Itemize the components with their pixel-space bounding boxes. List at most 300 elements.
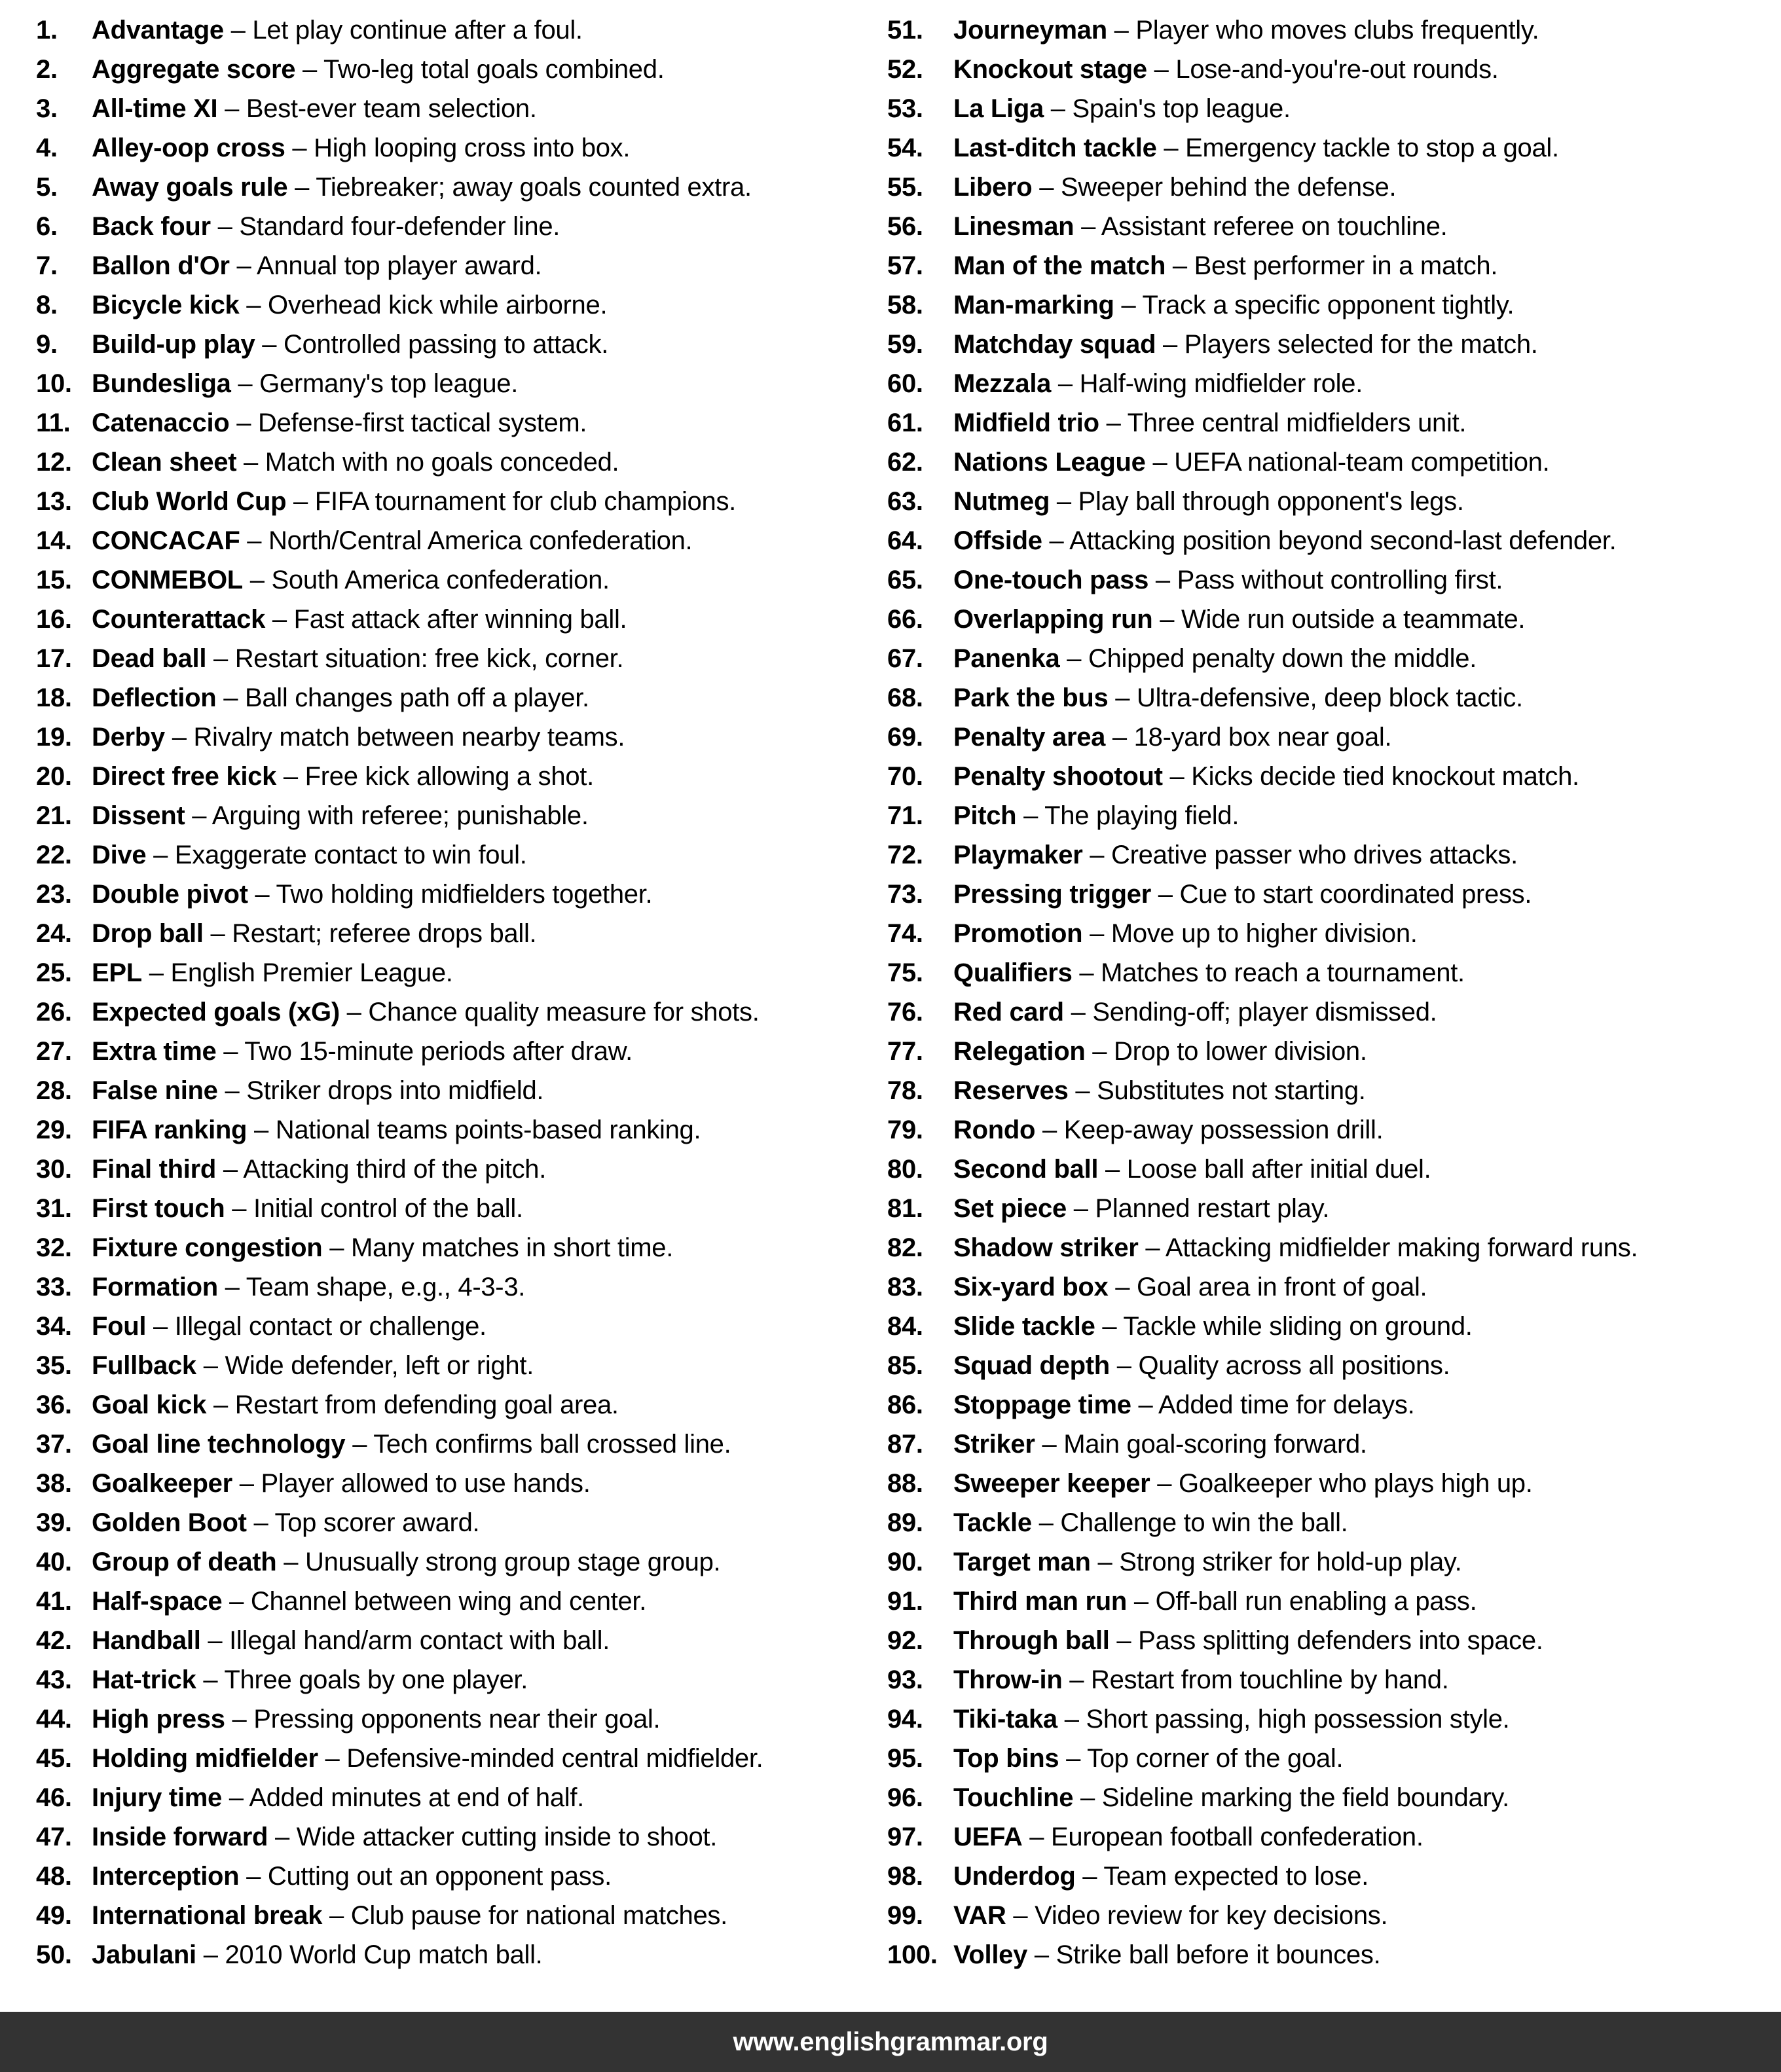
item-text: Penalty area – 18-yard box near goal. xyxy=(953,722,1392,752)
item-number: 58. xyxy=(887,290,923,319)
item-number: 90. xyxy=(887,1547,923,1576)
item-term: Squad depth xyxy=(953,1351,1110,1380)
item-text: Drop ball – Restart; referee drops ball. xyxy=(92,918,537,948)
list-item xyxy=(887,1110,1774,1150)
item-number: 63. xyxy=(887,486,923,516)
list-item xyxy=(887,678,1774,718)
item-text: Playmaker – Creative passer who drives attacks. xyxy=(953,840,1518,869)
item-text: Top bins – Top corner of the goal. xyxy=(953,1743,1344,1773)
item-text: Second ball – Loose ball after initial duel. xyxy=(953,1154,1431,1184)
list-item xyxy=(887,246,1774,285)
item-term: Underdog xyxy=(953,1861,1076,1891)
list-item xyxy=(36,1817,887,1857)
list-item xyxy=(887,1267,1774,1307)
item-term: Through ball xyxy=(953,1626,1110,1655)
item-text: Volley – Strike ball before it bounces. xyxy=(953,1940,1381,1969)
item-text: Interception – Cutting out an opponent pass. xyxy=(92,1861,612,1891)
item-term: VAR xyxy=(953,1900,1006,1930)
item-text: Linesman – Assistant referee on touchline. xyxy=(953,211,1448,241)
list-item xyxy=(887,364,1774,403)
item-text: Libero – Sweeper behind the defense. xyxy=(953,172,1397,202)
item-text: Offside – Attacking position beyond second-last defender. xyxy=(953,526,1617,555)
list-item xyxy=(36,718,887,757)
item-number: 29. xyxy=(36,1115,72,1144)
item-number: 43. xyxy=(36,1665,72,1694)
list-item xyxy=(887,1228,1774,1267)
item-term: Final third xyxy=(92,1154,217,1184)
item-text: Injury time – Added minutes at end of half. xyxy=(92,1783,584,1812)
item-text: Fullback – Wide defender, left or right. xyxy=(92,1351,534,1380)
item-number: 35. xyxy=(36,1351,72,1380)
item-text: First touch – Initial control of the ball. xyxy=(92,1193,523,1223)
terms-column-right xyxy=(887,10,1774,1974)
item-text: Goalkeeper – Player allowed to use hands. xyxy=(92,1468,591,1498)
item-text: Reserves – Substitutes not starting. xyxy=(953,1076,1366,1105)
item-text: Double pivot – Two holding midfielders together. xyxy=(92,879,653,909)
item-number: 51. xyxy=(887,15,923,45)
item-text: Journeyman – Player who moves clubs frequently. xyxy=(953,15,1539,45)
item-number: 62. xyxy=(887,447,923,477)
item-number: 15. xyxy=(36,565,72,594)
item-term: Away goals rule xyxy=(92,172,288,202)
list-item xyxy=(36,1542,887,1582)
list-item xyxy=(36,128,887,168)
item-text: All-time XI – Best-ever team selection. xyxy=(92,94,537,123)
item-text: Club World Cup – FIFA tournament for club champions. xyxy=(92,486,736,516)
item-term: Relegation xyxy=(953,1036,1086,1066)
item-number: 8. xyxy=(36,290,58,319)
list-item xyxy=(887,285,1774,325)
item-number: 27. xyxy=(36,1036,72,1066)
list-item xyxy=(887,1346,1774,1385)
item-term: Set piece xyxy=(953,1193,1067,1223)
item-term: Volley xyxy=(953,1940,1028,1969)
item-term: Touchline xyxy=(953,1783,1074,1812)
list-item xyxy=(887,1739,1774,1778)
item-term: Slide tackle xyxy=(953,1311,1095,1341)
item-text: Bicycle kick – Overhead kick while airborne. xyxy=(92,290,608,319)
list-item xyxy=(36,1582,887,1621)
item-term: Third man run xyxy=(953,1586,1127,1616)
item-number: 21. xyxy=(36,801,72,830)
item-number: 9. xyxy=(36,329,58,359)
item-text: Last-ditch tackle – Emergency tackle to stop a goal. xyxy=(953,133,1559,162)
item-number: 38. xyxy=(36,1468,72,1498)
list-item xyxy=(887,718,1774,757)
list-item xyxy=(36,246,887,285)
list-item xyxy=(36,89,887,128)
item-term: Promotion xyxy=(953,918,1083,948)
item-number: 88. xyxy=(887,1468,923,1498)
item-number: 59. xyxy=(887,329,923,359)
item-term: Knockout stage xyxy=(953,54,1147,84)
item-term: Ballon d'Or xyxy=(92,251,230,280)
item-term: Panenka xyxy=(953,644,1060,673)
item-term: Hat-trick xyxy=(92,1665,196,1694)
item-term: Goal line technology xyxy=(92,1429,346,1459)
item-number: 6. xyxy=(36,211,58,241)
item-number: 93. xyxy=(887,1665,923,1694)
item-text: Foul – Illegal contact or challenge. xyxy=(92,1311,487,1341)
item-term: Dead ball xyxy=(92,644,207,673)
item-term: Sweeper keeper xyxy=(953,1468,1150,1498)
item-term: Nations League xyxy=(953,447,1146,477)
item-term: Qualifiers xyxy=(953,958,1073,987)
item-text: Formation – Team shape, e.g., 4-3-3. xyxy=(92,1272,526,1301)
list-item xyxy=(887,50,1774,89)
item-number: 92. xyxy=(887,1626,923,1655)
item-term: Foul xyxy=(92,1311,147,1341)
item-number: 25. xyxy=(36,958,72,987)
item-text: Squad depth – Quality across all positions. xyxy=(953,1351,1450,1380)
list-item xyxy=(887,1896,1774,1935)
item-term: Injury time xyxy=(92,1783,222,1812)
item-text: Group of death – Unusually strong group stage group. xyxy=(92,1547,721,1576)
item-text: Touchline – Sideline marking the field boundary. xyxy=(953,1783,1509,1812)
item-term: Fullback xyxy=(92,1351,196,1380)
list-item xyxy=(887,1307,1774,1346)
item-text: Pressing trigger – Cue to start coordinated press. xyxy=(953,879,1532,909)
list-item xyxy=(887,1778,1774,1817)
item-number: 79. xyxy=(887,1115,923,1144)
item-number: 36. xyxy=(36,1390,72,1419)
item-text: One-touch pass – Pass without controlling first. xyxy=(953,565,1503,594)
item-number: 55. xyxy=(887,172,923,202)
list-item xyxy=(36,796,887,835)
item-term: Stoppage time xyxy=(953,1390,1131,1419)
item-number: 47. xyxy=(36,1822,72,1851)
item-number: 53. xyxy=(887,94,923,123)
item-term: High press xyxy=(92,1704,225,1734)
item-text: Alley-oop cross – High looping cross into box. xyxy=(92,133,631,162)
item-number: 87. xyxy=(887,1429,923,1459)
list-item xyxy=(887,128,1774,168)
list-item xyxy=(887,1582,1774,1621)
item-term: Bicycle kick xyxy=(92,290,240,319)
list-item xyxy=(36,1071,887,1110)
item-term: False nine xyxy=(92,1076,218,1105)
item-text: Holding midfielder – Defensive-minded central midfielder. xyxy=(92,1743,763,1773)
item-number: 48. xyxy=(36,1861,72,1891)
item-text: Ballon d'Or – Annual top player award. xyxy=(92,251,542,280)
item-term: Clean sheet xyxy=(92,447,237,477)
item-text: Dead ball – Restart situation: free kick, corner. xyxy=(92,644,624,673)
item-term: Dissent xyxy=(92,801,185,830)
list-item xyxy=(887,1189,1774,1228)
item-term: Pitch xyxy=(953,801,1017,830)
item-number: 10. xyxy=(36,369,72,398)
list-item xyxy=(36,1032,887,1071)
list-item xyxy=(887,1542,1774,1582)
item-text: Away goals rule – Tiebreaker; away goals counted extra. xyxy=(92,172,752,202)
item-term: Inside forward xyxy=(92,1822,268,1851)
item-term: Journeyman xyxy=(953,15,1107,45)
list-item xyxy=(36,639,887,678)
item-term: FIFA ranking xyxy=(92,1115,248,1144)
item-text: Dissent – Arguing with referee; punishable. xyxy=(92,801,589,830)
item-text: Midfield trio – Three central midfielders unit. xyxy=(953,408,1467,437)
item-text: Six-yard box – Goal area in front of goal. xyxy=(953,1272,1427,1301)
list-item xyxy=(36,600,887,639)
list-item xyxy=(887,1464,1774,1503)
item-number: 4. xyxy=(36,133,58,162)
item-term: Overlapping run xyxy=(953,604,1153,634)
item-text: Deflection – Ball changes path off a player. xyxy=(92,683,589,712)
item-number: 74. xyxy=(887,918,923,948)
item-text: Direct free kick – Free kick allowing a shot. xyxy=(92,761,594,791)
list-item xyxy=(36,1110,887,1150)
list-item xyxy=(887,1071,1774,1110)
list-item xyxy=(36,1228,887,1267)
item-number: 40. xyxy=(36,1547,72,1576)
item-term: Goalkeeper xyxy=(92,1468,232,1498)
list-item xyxy=(36,875,887,914)
item-number: 60. xyxy=(887,369,923,398)
item-number: 98. xyxy=(887,1861,923,1891)
item-number: 20. xyxy=(36,761,72,791)
list-item xyxy=(887,168,1774,207)
item-text: UEFA – European football confederation. xyxy=(953,1822,1423,1851)
item-text: Hat-trick – Three goals by one player. xyxy=(92,1665,528,1694)
item-text: Back four – Standard four-defender line. xyxy=(92,211,560,241)
item-number: 77. xyxy=(887,1036,923,1066)
item-text: Clean sheet – Match with no goals conceded. xyxy=(92,447,619,477)
item-number: 84. xyxy=(887,1311,923,1341)
list-item xyxy=(887,600,1774,639)
item-text: Striker – Main goal-scoring forward. xyxy=(953,1429,1367,1459)
list-item xyxy=(887,875,1774,914)
list-item xyxy=(36,757,887,796)
item-text: Third man run – Off-ball run enabling a pass. xyxy=(953,1586,1477,1616)
item-term: Expected goals (xG) xyxy=(92,997,340,1027)
list-item xyxy=(36,50,887,89)
item-number: 11. xyxy=(36,408,71,437)
list-item xyxy=(36,560,887,600)
item-text: Qualifiers – Matches to reach a tournament. xyxy=(953,958,1465,987)
item-term: Advantage xyxy=(92,15,224,45)
item-text: Golden Boot – Top scorer award. xyxy=(92,1508,480,1537)
item-term: Extra time xyxy=(92,1036,217,1066)
item-term: First touch xyxy=(92,1193,225,1223)
list-item xyxy=(36,403,887,443)
list-item xyxy=(36,1346,887,1385)
item-term: Derby xyxy=(92,722,165,752)
list-item xyxy=(36,1621,887,1660)
list-item xyxy=(36,1385,887,1425)
list-item xyxy=(36,914,887,953)
item-term: Last-ditch tackle xyxy=(953,133,1157,162)
item-number: 50. xyxy=(36,1940,72,1969)
item-number: 23. xyxy=(36,879,72,909)
item-text: International break – Club pause for national matches. xyxy=(92,1900,727,1930)
item-term: Catenaccio xyxy=(92,408,230,437)
item-term: UEFA xyxy=(953,1822,1023,1851)
item-number: 12. xyxy=(36,447,72,477)
item-text: Advantage – Let play continue after a foul. xyxy=(92,15,583,45)
item-text: Penalty shootout – Kicks decide tied knockout match. xyxy=(953,761,1579,791)
item-term: Penalty area xyxy=(953,722,1106,752)
footer-bar xyxy=(0,2012,1781,2072)
list-item xyxy=(887,443,1774,482)
item-number: 18. xyxy=(36,683,72,712)
list-item xyxy=(887,992,1774,1032)
list-item xyxy=(887,403,1774,443)
item-number: 80. xyxy=(887,1154,923,1184)
item-number: 91. xyxy=(887,1586,923,1616)
list-item xyxy=(36,1660,887,1699)
item-number: 56. xyxy=(887,211,923,241)
item-number: 76. xyxy=(887,997,923,1027)
item-number: 86. xyxy=(887,1390,923,1419)
list-item xyxy=(36,678,887,718)
item-term: Pressing trigger xyxy=(953,879,1151,909)
item-text: Set piece – Planned restart play. xyxy=(953,1193,1330,1223)
list-item xyxy=(887,1425,1774,1464)
item-text: Target man – Strong striker for hold-up play. xyxy=(953,1547,1462,1576)
item-text: Goal kick – Restart from defending goal area. xyxy=(92,1390,619,1419)
list-item xyxy=(887,835,1774,875)
list-item xyxy=(36,1857,887,1896)
item-term: Tackle xyxy=(953,1508,1032,1537)
item-term: Bundesliga xyxy=(92,369,231,398)
item-term: Red card xyxy=(953,997,1064,1027)
item-term: Mezzala xyxy=(953,369,1052,398)
list-item xyxy=(887,325,1774,364)
list-item xyxy=(36,285,887,325)
item-text: Overlapping run – Wide run outside a teammate. xyxy=(953,604,1526,634)
item-term: Rondo xyxy=(953,1115,1036,1144)
list-item xyxy=(36,1699,887,1739)
item-number: 52. xyxy=(887,54,923,84)
item-text: Slide tackle – Tackle while sliding on ground. xyxy=(953,1311,1473,1341)
item-text: Catenaccio – Defense-first tactical system. xyxy=(92,408,587,437)
item-number: 78. xyxy=(887,1076,923,1105)
list-item xyxy=(36,992,887,1032)
item-text: Dive – Exaggerate contact to win foul. xyxy=(92,840,527,869)
item-number: 81. xyxy=(887,1193,923,1223)
item-number: 22. xyxy=(36,840,72,869)
item-term: Build-up play xyxy=(92,329,255,359)
item-term: Offside xyxy=(953,526,1042,555)
item-text: Aggregate score – Two-leg total goals combined. xyxy=(92,54,665,84)
item-text: Extra time – Two 15-minute periods after draw. xyxy=(92,1036,633,1066)
list-item xyxy=(36,1307,887,1346)
item-text: La Liga – Spain's top league. xyxy=(953,94,1291,123)
item-text: Counterattack – Fast attack after winning ball. xyxy=(92,604,627,634)
item-term: Handball xyxy=(92,1626,201,1655)
list-item xyxy=(36,521,887,560)
item-term: La Liga xyxy=(953,94,1044,123)
list-item xyxy=(887,1503,1774,1542)
item-number: 24. xyxy=(36,918,72,948)
item-term: Interception xyxy=(92,1861,240,1891)
list-item xyxy=(36,207,887,246)
item-number: 69. xyxy=(887,722,923,752)
terms-column-left xyxy=(36,10,887,1974)
item-number: 30. xyxy=(36,1154,72,1184)
item-text: Bundesliga – Germany's top league. xyxy=(92,369,519,398)
item-text: VAR – Video review for key decisions. xyxy=(953,1900,1388,1930)
item-text: Throw-in – Restart from touchline by hand. xyxy=(953,1665,1449,1694)
list-item xyxy=(36,1464,887,1503)
list-item xyxy=(36,1503,887,1542)
item-number: 42. xyxy=(36,1626,72,1655)
list-item xyxy=(36,1739,887,1778)
list-item xyxy=(887,639,1774,678)
item-number: 82. xyxy=(887,1233,923,1262)
item-number: 46. xyxy=(36,1783,72,1812)
item-term: International break xyxy=(92,1900,323,1930)
item-text: Stoppage time – Added time for delays. xyxy=(953,1390,1415,1419)
item-number: 13. xyxy=(36,486,72,516)
item-number: 68. xyxy=(887,683,923,712)
item-number: 96. xyxy=(887,1783,923,1812)
item-text: Half-space – Channel between wing and center. xyxy=(92,1586,647,1616)
item-number: 17. xyxy=(36,644,72,673)
item-number: 16. xyxy=(36,604,72,634)
item-text: Red card – Sending-off; player dismissed. xyxy=(953,997,1437,1027)
item-number: 65. xyxy=(887,565,923,594)
item-number: 67. xyxy=(887,644,923,673)
footer-url: www.englishgrammar.org xyxy=(733,2027,1048,2056)
list-item xyxy=(887,1660,1774,1699)
list-item xyxy=(36,325,887,364)
item-text: Expected goals (xG) – Chance quality measure for shots. xyxy=(92,997,760,1027)
item-text: Park the bus – Ultra-defensive, deep block tactic. xyxy=(953,683,1523,712)
item-number: 5. xyxy=(36,172,58,202)
item-term: CONMEBOL xyxy=(92,565,243,594)
item-text: Handball – Illegal hand/arm contact with ball. xyxy=(92,1626,610,1655)
item-term: Club World Cup xyxy=(92,486,287,516)
item-term: Six-yard box xyxy=(953,1272,1109,1301)
item-term: Penalty shootout xyxy=(953,761,1163,791)
list-item xyxy=(36,1935,887,1974)
item-text: Tackle – Challenge to win the ball. xyxy=(953,1508,1348,1537)
item-text: Inside forward – Wide attacker cutting inside to shoot. xyxy=(92,1822,718,1851)
item-text: Promotion – Move up to higher division. xyxy=(953,918,1418,948)
list-item xyxy=(36,835,887,875)
item-term: Striker xyxy=(953,1429,1035,1459)
list-item xyxy=(36,443,887,482)
item-number: 66. xyxy=(887,604,923,634)
list-item xyxy=(36,1189,887,1228)
item-term: Target man xyxy=(953,1547,1091,1576)
list-item xyxy=(36,1896,887,1935)
item-term: All-time XI xyxy=(92,94,218,123)
list-item xyxy=(887,1857,1774,1896)
item-text: Mezzala – Half-wing midfielder role. xyxy=(953,369,1363,398)
item-term: Second ball xyxy=(953,1154,1099,1184)
item-text: Man-marking – Track a specific opponent tightly. xyxy=(953,290,1515,319)
item-term: Linesman xyxy=(953,211,1074,241)
list-item xyxy=(887,796,1774,835)
list-item xyxy=(887,1817,1774,1857)
item-number: 41. xyxy=(36,1586,72,1616)
item-number: 97. xyxy=(887,1822,923,1851)
list-item xyxy=(36,1150,887,1189)
item-number: 57. xyxy=(887,251,923,280)
item-number: 49. xyxy=(36,1900,72,1930)
item-number: 14. xyxy=(36,526,72,555)
item-term: Throw-in xyxy=(953,1665,1063,1694)
item-text: Derby – Rivalry match between nearby teams. xyxy=(92,722,625,752)
item-text: Shadow striker – Attacking midfielder making forward runs. xyxy=(953,1233,1638,1262)
item-term: Matchday squad xyxy=(953,329,1156,359)
item-number: 71. xyxy=(887,801,923,830)
item-term: EPL xyxy=(92,958,142,987)
list-item xyxy=(36,10,887,50)
item-term: Goal kick xyxy=(92,1390,207,1419)
